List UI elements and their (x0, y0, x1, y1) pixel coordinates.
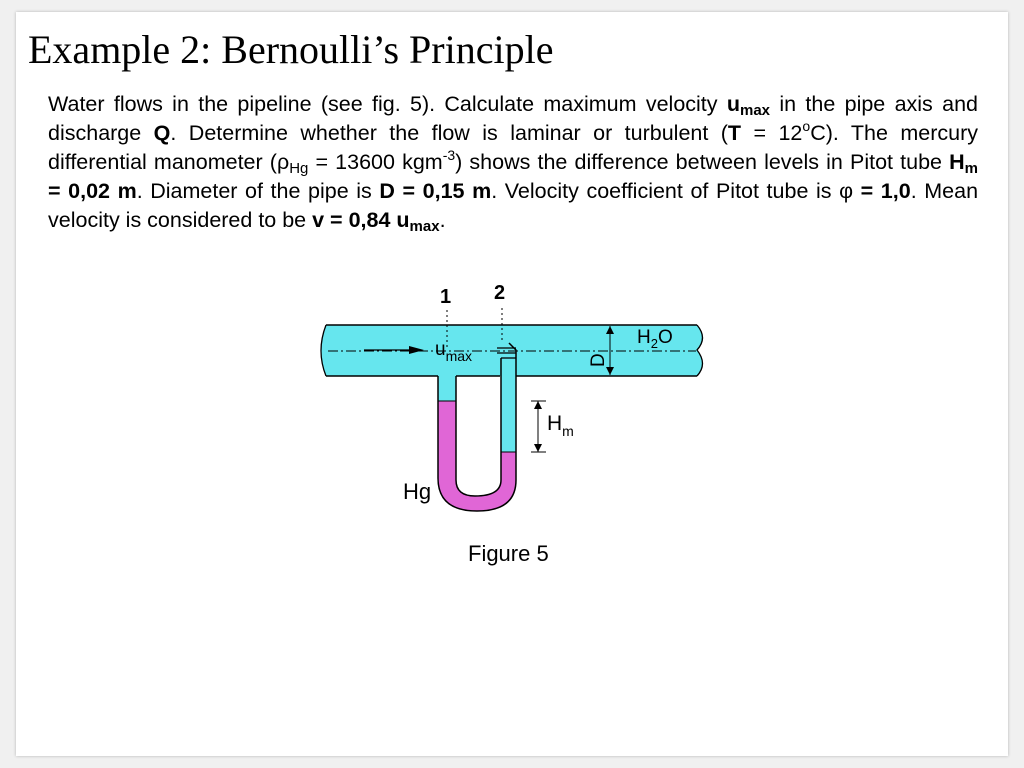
umax-label: umax (435, 339, 473, 364)
figure-caption: Figure 5 (468, 541, 549, 566)
slide-title: Example 2: Bernoulli’s Principle (28, 27, 554, 72)
problem-statement: Water flows in the pipeline (see fig. 5). Calculate maximum velocity $u_{max}$ in the pipe axis and discharge Q. Determine whether the flow is laminar or turbulent $(T = 12^oC)$. The mercury differential manometer ($\rho_{Hg} = 13600$ kgm$^{-3}$) shows the difference between levels in Pitot tube $H_m = 0,02$ m. Diameter of the pipe is D = 0,15 m. Velocity coefficient of Pitot tube is φ = 1,0. Mean velocity is considered to be v = 0,84 $u_{max}$. (48, 92, 979, 235)
slide (16, 12, 1008, 756)
point-1-label: 1 (440, 286, 452, 308)
diameter-label: D (588, 353, 609, 367)
pitot-tube-diagram (16, 12, 1008, 756)
hm-label: Hm (547, 412, 574, 439)
point-2-label: 2 (494, 282, 506, 304)
h2o-label: $H_2O$ (637, 327, 673, 351)
hg-label: Hg (403, 479, 432, 504)
